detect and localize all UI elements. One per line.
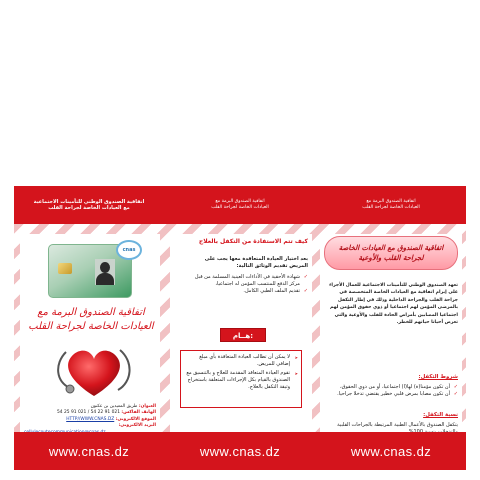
person-body-icon bbox=[96, 273, 114, 285]
procedure-heading: كيف تتم الاستفادة من التكفل بالعلاج bbox=[198, 238, 308, 245]
header-col-center bbox=[164, 186, 316, 224]
agreement-body: تعهد الصندوق الوطني للتأمينات الاجتماعية للعمال الأجراء على إبرام اتفاقية مع العيادات الخاصة المتخصصة في جراحة القلب والجراحة الداخلية وذلك في إطار التكفل بالمرضى المؤمن لهم اجتماعيا أو ذوي حقوق المؤمن لهم اجتماعيا المصابين بأمراض الحادة للقلب والأوعية والتي تعرض أحيانا حياتهم للخطر. bbox=[329, 283, 458, 326]
panel-contact bbox=[20, 234, 160, 434]
header-col-center-line1: اتفاقية الصندوق البرمة مع bbox=[215, 198, 265, 204]
heart-stethoscope-image bbox=[48, 342, 138, 400]
conditions-heading: شروط التكفل: bbox=[418, 374, 458, 380]
header-col-left bbox=[14, 186, 164, 224]
list-item: ➤ تقوم العيادة المتعاقد المقدمة للعلاج و بالتنسيق مع الصندوق بالقيام بكل الإجراءات المتعلقة باستخراج وثيقة التكفل بالعلاج. bbox=[184, 370, 298, 391]
header-col-left-line1: اتفاقية الصندوق الوطني للتأمينات الاجتماعية bbox=[33, 198, 145, 205]
web-link[interactable]: HTTP//WWW.CNAS.DZ bbox=[66, 416, 115, 422]
web-label: الموقع الالكتروني: bbox=[115, 416, 156, 422]
brochure bbox=[14, 186, 466, 470]
email-label: البريد الالكتروني: bbox=[118, 423, 156, 429]
required-documents-list bbox=[184, 274, 308, 295]
list-item: ✓ أن تكون مؤمنا(ة) لها(ا) اجتماعيا، أو من ذوي الحقوق، bbox=[324, 384, 458, 391]
important-badge: هــام: bbox=[220, 328, 266, 342]
list-item: ✓ تقديم الملف الطبي الكامل. bbox=[184, 288, 308, 295]
list-item: ✓ أن تكون مصابا بمرض قلبي خطير يقتضي تدخلا جراحيا. bbox=[324, 391, 458, 398]
panel-procedure bbox=[170, 234, 312, 434]
rate-heading: نسبة التكفل: bbox=[423, 412, 458, 418]
heart-icon bbox=[48, 342, 138, 400]
person-silhouette-icon bbox=[100, 262, 110, 273]
phone-value: 021 91 22 54 / 021 91 25 54 bbox=[56, 410, 120, 416]
agreement-banner bbox=[324, 236, 458, 270]
conditions-list bbox=[324, 384, 458, 398]
header-col-right-line1: اتفاقية الصندوق البرمة مع bbox=[366, 198, 416, 204]
phone-label: الهاتف الفاكس: bbox=[121, 410, 156, 416]
list-item: ➤ لا يمكن أن تطالب العيادة المتعاقدة بأي مبلغ إضافي للمريض. bbox=[184, 354, 298, 368]
agreement-banner-text: اتفاقية الصندوق مع العيادات الخاصة لجراحة القلب والأوعية bbox=[338, 243, 444, 262]
important-notes-list bbox=[184, 354, 298, 391]
address-value: طريق المعيدين بن عكنون bbox=[90, 404, 138, 409]
card-chip-icon bbox=[58, 263, 72, 274]
header-col-center-line2: العيادات الخاصة لجراحة القلب bbox=[211, 205, 269, 210]
cnas-logo-text: cnas bbox=[122, 247, 136, 253]
header-col-right-line2: العيادات الخاصة لجراحة القلب bbox=[362, 205, 420, 210]
address-label: العنوان: bbox=[138, 404, 156, 409]
footer-site-right[interactable]: www.cnas.dz bbox=[350, 444, 432, 459]
footer-site-center[interactable]: www.cnas.dz bbox=[199, 444, 281, 459]
rate-text: يتكفل الصندوق بالأعمال الطبية المرتبطة بالجراحات القلبية bbox=[337, 422, 458, 428]
procedure-intro: بعد اختيار العيادة المتعاقدة معها يجب على المريض تقديم الوثائق التالية: bbox=[204, 256, 308, 269]
header-band bbox=[14, 186, 466, 224]
header-col-left-line2: مع العيادات الخاصة لجراحة القلب bbox=[48, 205, 130, 211]
header-col-right bbox=[316, 186, 466, 224]
panel-contact-title: اتفاقية الصندوق البرمة مع العيادات الخاصة لجراحة القلب bbox=[28, 307, 154, 332]
footer-site-left[interactable]: www.cnas.dz bbox=[48, 444, 130, 459]
list-item: ✓ شهادة الأحقية في الأداءات العينية المسلمة من قبل مركز الدفع للمنتسب المؤمن له اجتماعيا، bbox=[184, 274, 308, 288]
panel-agreement bbox=[320, 234, 462, 434]
important-notes-box bbox=[180, 350, 302, 408]
